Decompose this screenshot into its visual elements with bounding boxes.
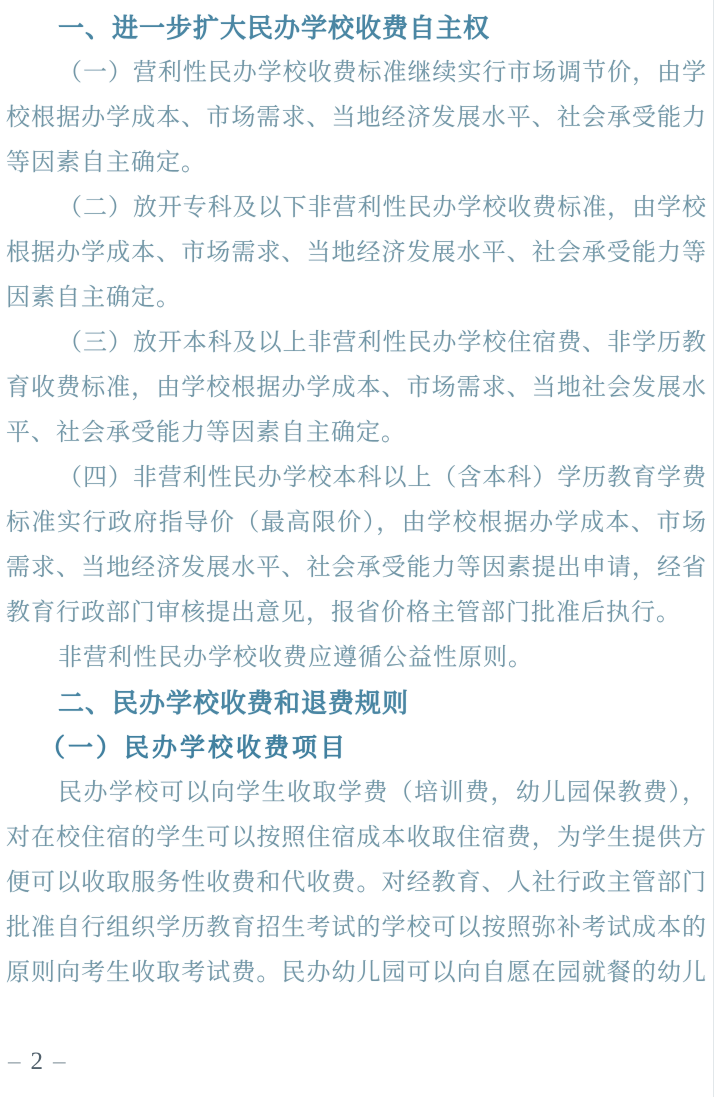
paragraph-line: 标准实行政府指导价（最高限价），由学校根据办学成本、市场 xyxy=(6,510,706,536)
paragraph-line: 育收费标准，由学校根据办学成本、市场需求、当地社会发展水 xyxy=(6,375,706,401)
page-number xyxy=(8,1044,66,1080)
paragraph-line: 民办学校可以向学生收取学费（培训费，幼儿园保教费）， xyxy=(58,780,706,806)
paragraph-line: 根据办学成本、市场需求、当地经济发展水平、社会承受能力等 xyxy=(6,240,706,266)
page-edge-line xyxy=(713,0,714,1097)
heading: 一、进一步扩大民办学校收费自主权 xyxy=(58,13,491,43)
paragraph-line: （四）非营利性民办学校本科以上（含本科）学历教育学费 xyxy=(58,465,706,491)
paragraph-line: 校根据办学成本、市场需求、当地经济发展水平、社会承受能力 xyxy=(6,105,706,131)
paragraph-line: 原则向考生收取考试费。民办幼儿园可以向自愿在园就餐的幼儿 xyxy=(6,960,706,986)
page-number-value: 2 xyxy=(30,1048,43,1075)
paragraph-line: 因素自主确定。 xyxy=(6,285,181,311)
page-number-dash-left: – xyxy=(8,1048,21,1075)
document-body xyxy=(6,6,706,996)
paragraph-line: 对在校住宿的学生可以按照住宿成本收取住宿费，为学生提供方 xyxy=(6,825,706,851)
paragraph-line: 平、社会承受能力等因素自主确定。 xyxy=(6,420,406,446)
paragraph-line: 批准自行组织学历教育招生考试的学校可以按照弥补考试成本的 xyxy=(6,915,706,941)
subheading: （一）民办学校收费项目 xyxy=(40,735,349,762)
heading: 二、民办学校收费和退费规则 xyxy=(58,688,410,718)
paragraph-line: （二）放开专科及以下非营利性民办学校收费标准，由学校 xyxy=(58,195,706,221)
page-number-dash-right: – xyxy=(53,1048,66,1075)
paragraph-line: （三）放开本科及以上非营利性民办学校住宿费、非学历教 xyxy=(58,330,706,356)
paragraph-line: 便可以收取服务性收费和代收费。对经教育、人社行政主管部门 xyxy=(6,870,706,896)
paragraph-line: 需求、当地经济发展水平、社会承受能力等因素提出申请，经省 xyxy=(6,555,706,581)
paragraph-line: 教育行政部门审核提出意见，报省价格主管部门批准后执行。 xyxy=(6,600,681,626)
paragraph-line: 等因素自主确定。 xyxy=(6,150,206,176)
paragraph-line: 非营利性民办学校收费应遵循公益性原则。 xyxy=(58,645,533,671)
paragraph-line: （一）营利性民办学校收费标准继续实行市场调节价，由学 xyxy=(58,60,706,86)
